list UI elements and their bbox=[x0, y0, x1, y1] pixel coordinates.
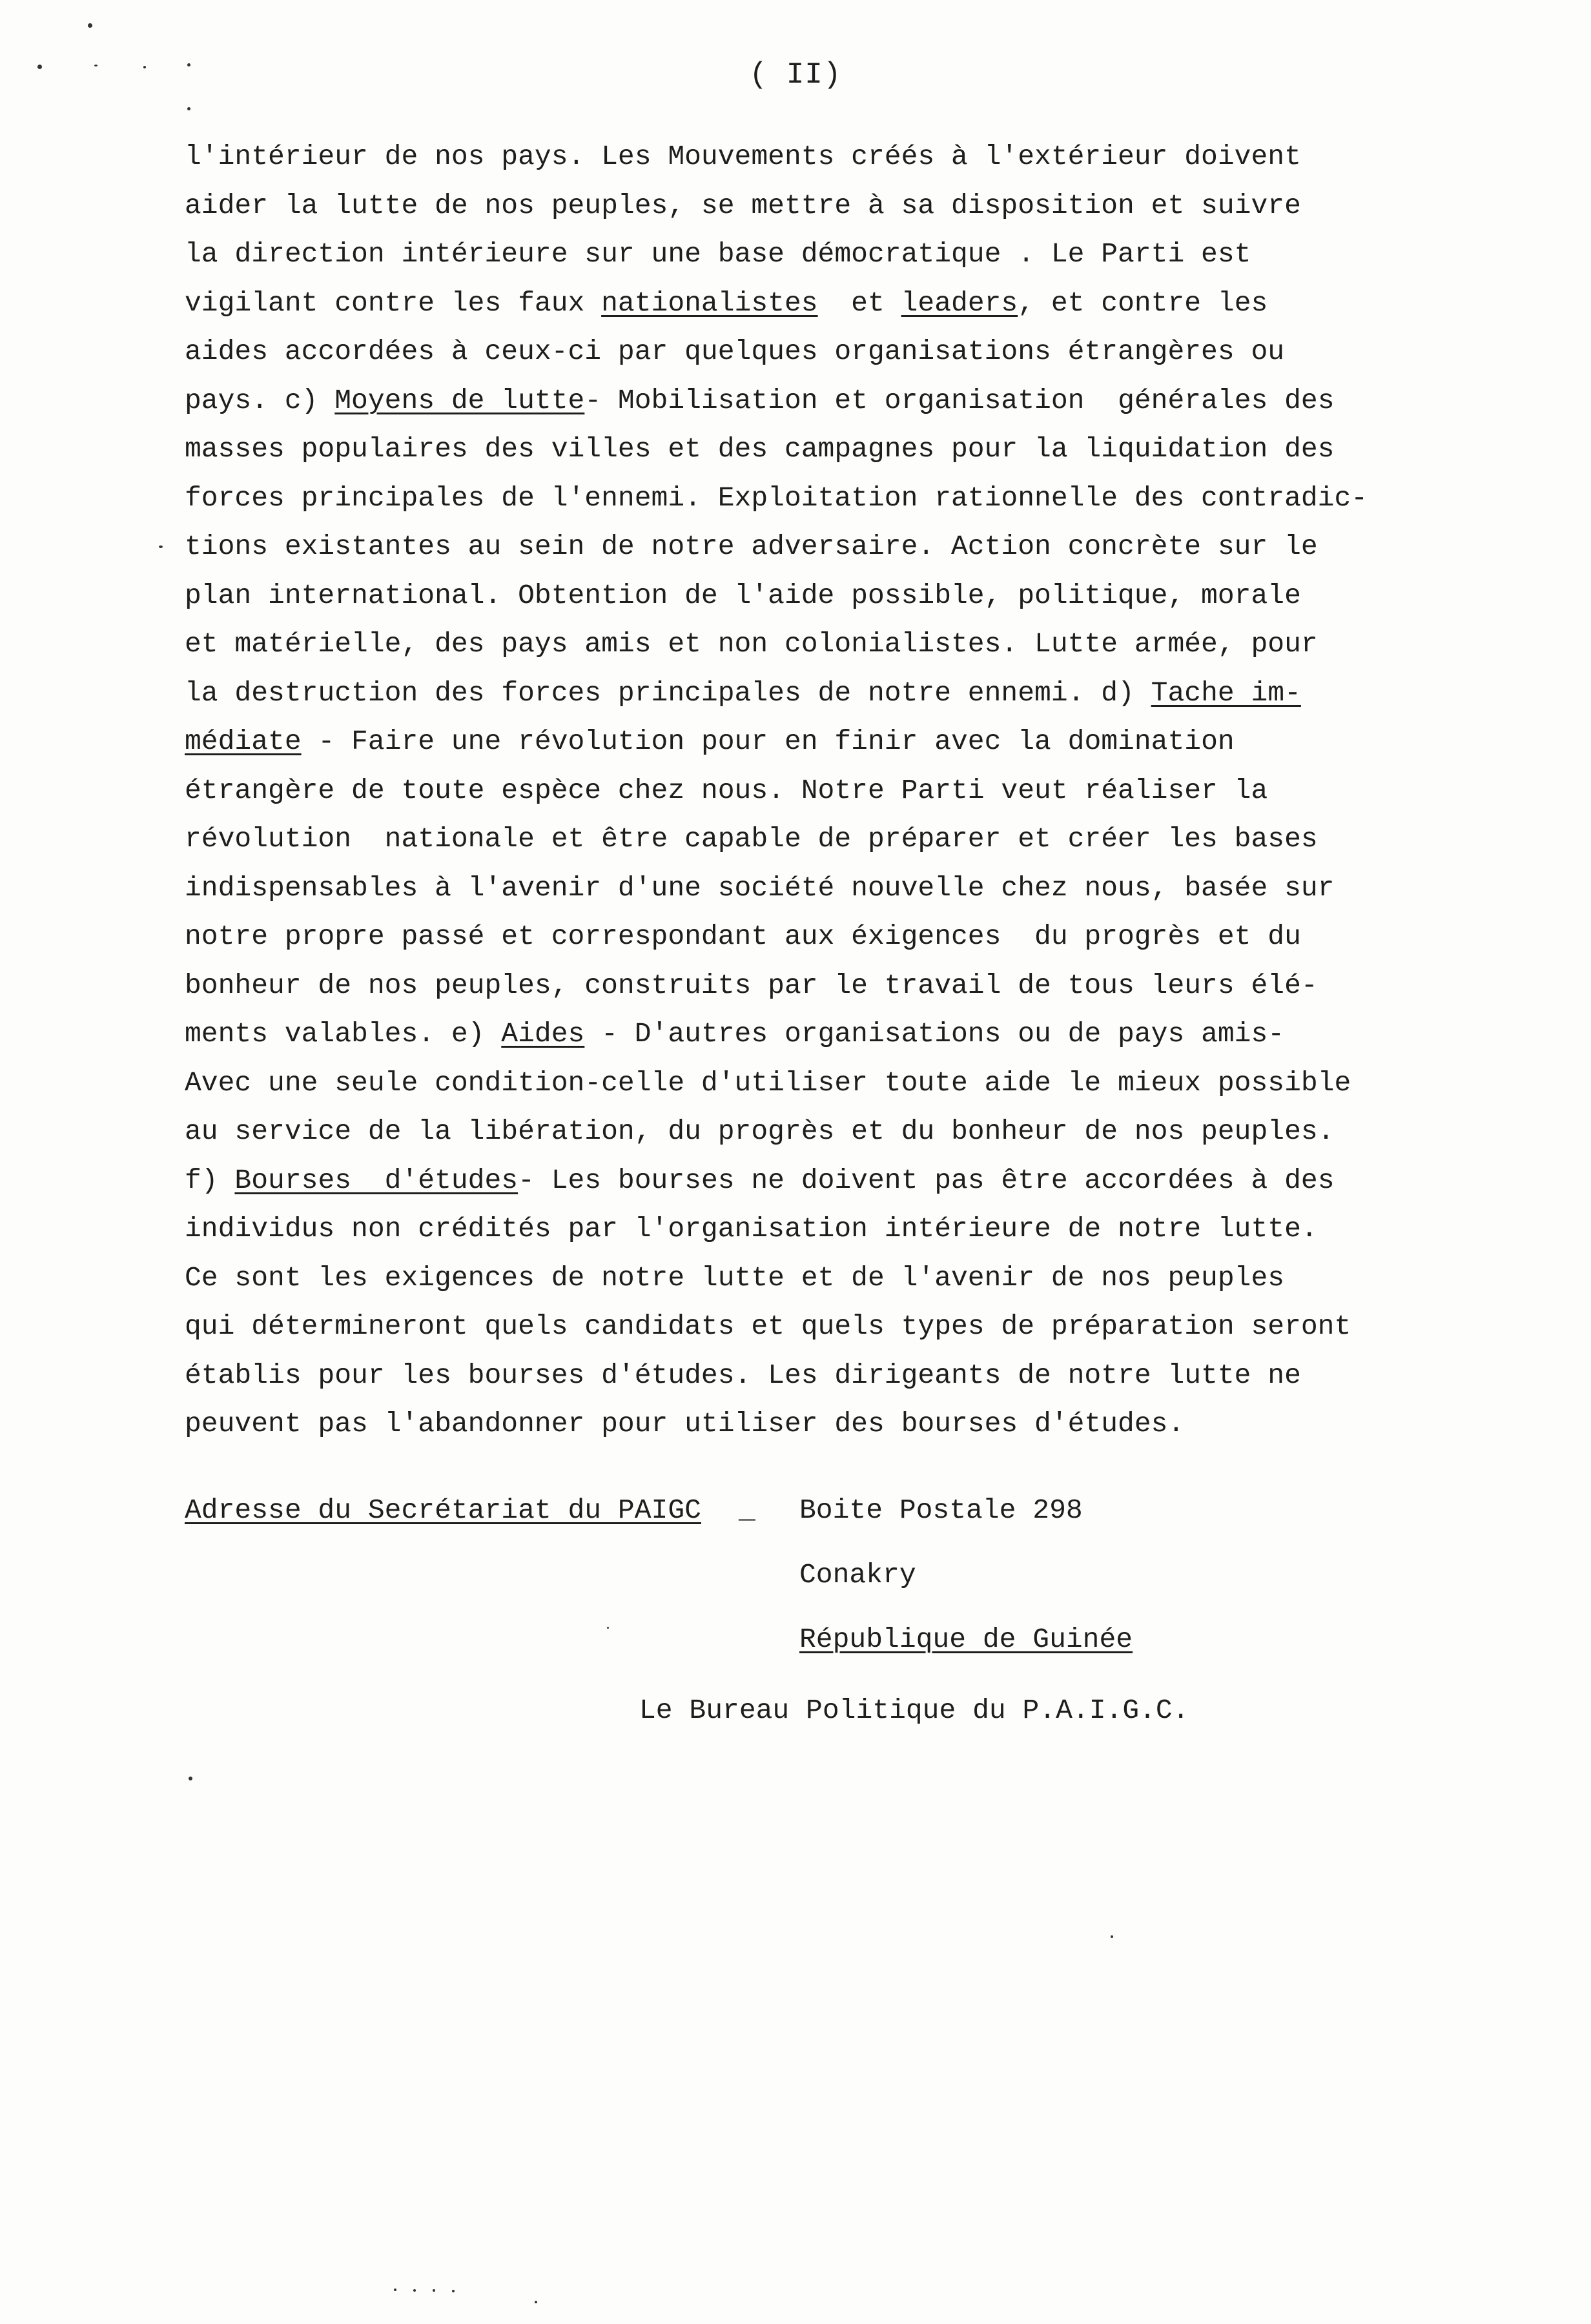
scan-speck bbox=[394, 2288, 396, 2291]
address-row-1 bbox=[185, 1478, 1450, 1543]
text-line: établis pour les bourses d'études. Les dirigeants de notre lutte ne bbox=[185, 1359, 1301, 1391]
address-separator: _ bbox=[739, 1494, 755, 1526]
scan-speck bbox=[1111, 1935, 1113, 1938]
text-line: Ce sont les exigences de notre lutte et de l'avenir de nos peuples bbox=[185, 1261, 1285, 1294]
body-text bbox=[185, 132, 1450, 1449]
text-line: f) Bourses d'études- Les bourses ne doivent pas être accordées à des bbox=[185, 1164, 1335, 1196]
scan-speck bbox=[159, 545, 163, 548]
text-line: au service de la libération, du progrès et du bonheur de nos peuples. bbox=[185, 1116, 1335, 1147]
scan-speck bbox=[187, 107, 190, 110]
address-block bbox=[185, 1478, 1450, 1672]
text-line: bonheur de nos peuples, construits par le travail de tous leurs élé- bbox=[185, 969, 1318, 1001]
text-line: pays. c) Moyens de lutte- Mobilisation et organisation générales des bbox=[185, 384, 1335, 416]
text-line: ments valables. e) Aides - D'autres organisations ou de pays amis- bbox=[185, 1018, 1285, 1050]
text-line: masses populaires des villes et des campagnes pour la liquidation des bbox=[185, 433, 1335, 465]
text-line: l'intérieur de nos pays. Les Mouvements créés à l'extérieur doivent bbox=[185, 141, 1301, 172]
text-line: vigilant contre les faux nationalistes et leaders, et contre les bbox=[185, 287, 1268, 319]
scan-speck bbox=[535, 2301, 537, 2303]
address-row-3 bbox=[185, 1607, 1450, 1672]
page-number: ( II) bbox=[749, 58, 842, 92]
text-line: aides accordées à ceux-ci par quelques organisations étrangères ou bbox=[185, 336, 1285, 367]
address-label: Adresse du Secrétariat du PAIGC bbox=[185, 1494, 701, 1526]
text-line: peuvent pas l'abandonner pour utiliser des bourses d'études. bbox=[185, 1408, 1185, 1440]
scan-speck bbox=[433, 2289, 435, 2292]
address-row-2 bbox=[185, 1543, 1450, 1607]
text-line: révolution nationale et être capable de préparer et créer les bases bbox=[185, 823, 1318, 855]
underlined-term-nationalistes: nationalistes bbox=[601, 287, 818, 319]
underlined-term-leaders: leaders bbox=[901, 287, 1018, 319]
text-line: plan international. Obtention de l'aide possible, politique, morale bbox=[185, 579, 1301, 611]
text-line: indispensables à l'avenir d'une société nouvelle chez nous, basée sur bbox=[185, 872, 1335, 904]
text-line: étrangère de toute espèce chez nous. Notre Parti veut réaliser la bbox=[185, 774, 1268, 806]
text-line: notre propre passé et correspondant aux éxigences du progrès et du bbox=[185, 921, 1301, 952]
text-line: individus non crédités par l'organisation intérieure de notre lutte. bbox=[185, 1213, 1318, 1245]
address-po-box: Boite Postale 298 bbox=[799, 1494, 1083, 1526]
text-line: la destruction des forces principales de notre ennemi. d) Tache im- bbox=[185, 677, 1301, 709]
section-heading-tache-immediate-cont: médiate bbox=[185, 726, 302, 757]
section-heading-aides: Aides bbox=[501, 1018, 585, 1050]
scan-speck bbox=[413, 2289, 416, 2292]
address-country: République de Guinée bbox=[799, 1624, 1133, 1655]
text-line: et matérielle, des pays amis et non colonialistes. Lutte armée, pour bbox=[185, 628, 1318, 660]
scan-speck bbox=[452, 2290, 455, 2292]
text-line: aider la lutte de nos peuples, se mettre à sa disposition et suivre bbox=[185, 189, 1301, 221]
section-heading-tache-immediate: Tache im- bbox=[1151, 677, 1301, 709]
signature: Le Bureau Politique du P.A.I.G.C. bbox=[639, 1695, 1189, 1726]
scan-speck bbox=[143, 66, 146, 68]
scan-speck bbox=[189, 1777, 192, 1780]
text-line: tions existantes au sein de notre adversaire. Action concrète sur le bbox=[185, 531, 1318, 562]
section-heading-bourses-d-etudes: Bourses d'études bbox=[234, 1164, 518, 1196]
text-line: qui détermineront quels candidats et quels types de préparation seront bbox=[185, 1310, 1351, 1342]
text-line: Avec une seule condition-celle d'utiliser toute aide le mieux possible bbox=[185, 1066, 1351, 1099]
text-line: forces principales de l'ennemi. Exploitation rationnelle des contradic- bbox=[185, 482, 1368, 514]
scan-speck bbox=[607, 1627, 609, 1629]
scan-speck bbox=[187, 63, 190, 66]
text-line: médiate - Faire une révolution pour en finir avec la domination bbox=[185, 726, 1235, 757]
address-city: Conakry bbox=[799, 1559, 916, 1591]
text-line: la direction intérieure sur une base démocratique . Le Parti est bbox=[185, 238, 1251, 270]
section-heading-moyens-de-lutte: Moyens de lutte bbox=[334, 384, 585, 416]
scan-speck bbox=[94, 65, 98, 66]
scan-speck bbox=[88, 23, 92, 28]
scan-speck bbox=[37, 65, 42, 69]
